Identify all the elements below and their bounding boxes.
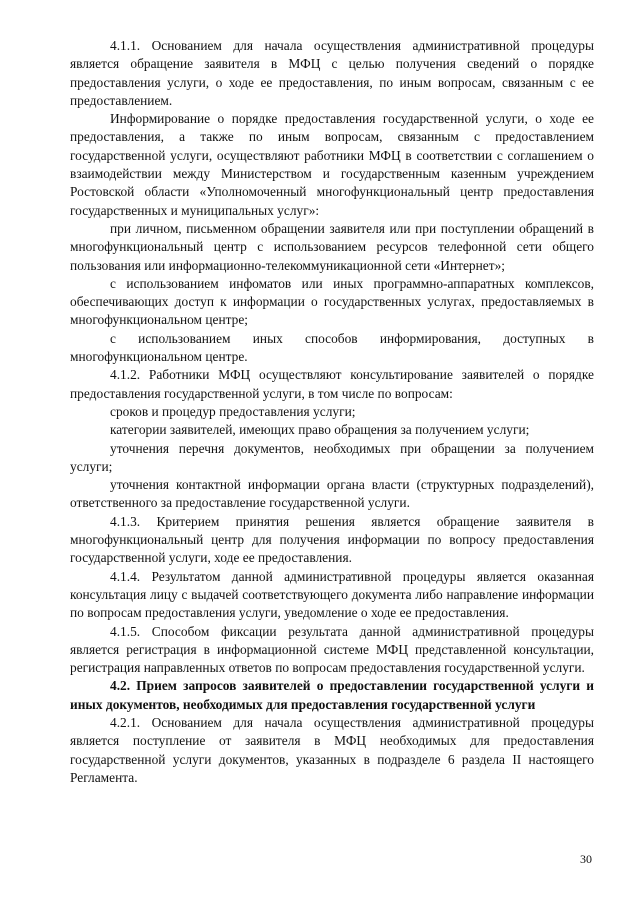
paragraph-infomats: с использованием инфоматов или иных программно-аппаратных комплексов, обеспечивающих доступ к информации о государственных услугах, предоставляемых в многофункциональном центре; xyxy=(70,275,594,328)
section-heading-4-2: 4.2. Прием запросов заявителей о предоставлении государственной услуги и иных документов, необходимых для предоставления государственной услуги xyxy=(70,678,594,712)
paragraph-documents: уточнения перечня документов, необходимых при обращении за получением услуги; xyxy=(70,440,594,474)
paragraph-4-1-4: 4.1.4. Результатом данной административной процедуры является оказанная консультация лицу с выдачей соответствующего документа либо направление информации по вопросам предоставления услуги, уведомление о ходе ее предоставления. xyxy=(70,568,594,621)
paragraph-informing: Информирование о порядке предоставления государственной услуги, о ходе ее предоставления, а также по иным вопросам, связанным с предоставлением государственной услуги, осуществляют работники МФЦ в соответствии с соглашением о взаимодействии между Министерством и государственным казенным учреждением Ростовской области «Уполномоченный многофункциональный центр предоставления государственных и муниципальных услуг»: xyxy=(70,111,594,218)
paragraph-4-2-1: 4.2.1. Основанием для начала осуществления административной процедуры является поступление от заявителя в МФЦ необходимых для предоставления государственной услуги документов, указанных в подразделе 6 раздела II настоящего Регламента. xyxy=(70,714,594,785)
paragraph-terms: сроков и процедур предоставления услуги; xyxy=(110,403,356,419)
paragraph-categories: категории заявителей, имеющих право обращения за получением услуги; xyxy=(110,422,530,438)
paragraph-4-1-5: 4.1.5. Способом фиксации результата данной административной процедуры является регистрация в информационной системе МФЦ представленной консультации, регистрация направленных ответов по вопросам предоставления государственной услуги. xyxy=(70,623,594,676)
paragraph-personal-request: при личном, письменном обращении заявителя или при поступлении обращений в многофункциональный центр с использованием ресурсов телефонной сети общего пользования или информационно-телекоммуникационной сети «Интернет»; xyxy=(70,220,594,273)
paragraph-other-ways: с использованием иных способов информирования, доступных в многофункциональном центре. xyxy=(70,330,594,365)
document-page xyxy=(70,37,594,787)
page-number: 30 xyxy=(580,852,592,866)
paragraph-4-1-3: 4.1.3. Критерием принятия решения является обращение заявителя в многофункциональный центр для получения информации по вопросу предоставления государственной услуги, ходе ее предоставления. xyxy=(70,513,594,566)
paragraph-4-1-1: 4.1.1. Основанием для начала осуществления административной процедуры является обращение заявителя в МФЦ с целью получения сведений о порядке предоставления услуги, о ходе ее предоставления, по иным вопросам, связанным с ее предоставлением. xyxy=(70,38,594,108)
paragraph-4-1-2: 4.1.2. Работники МФЦ осуществляют консультирование заявителей о порядке предоставления государственной услуги, в том числе по вопросам: xyxy=(70,367,594,401)
paragraph-contacts: уточнения контактной информации органа власти (структурных подразделений), ответственного за предоставление государственной услуги. xyxy=(70,477,594,511)
